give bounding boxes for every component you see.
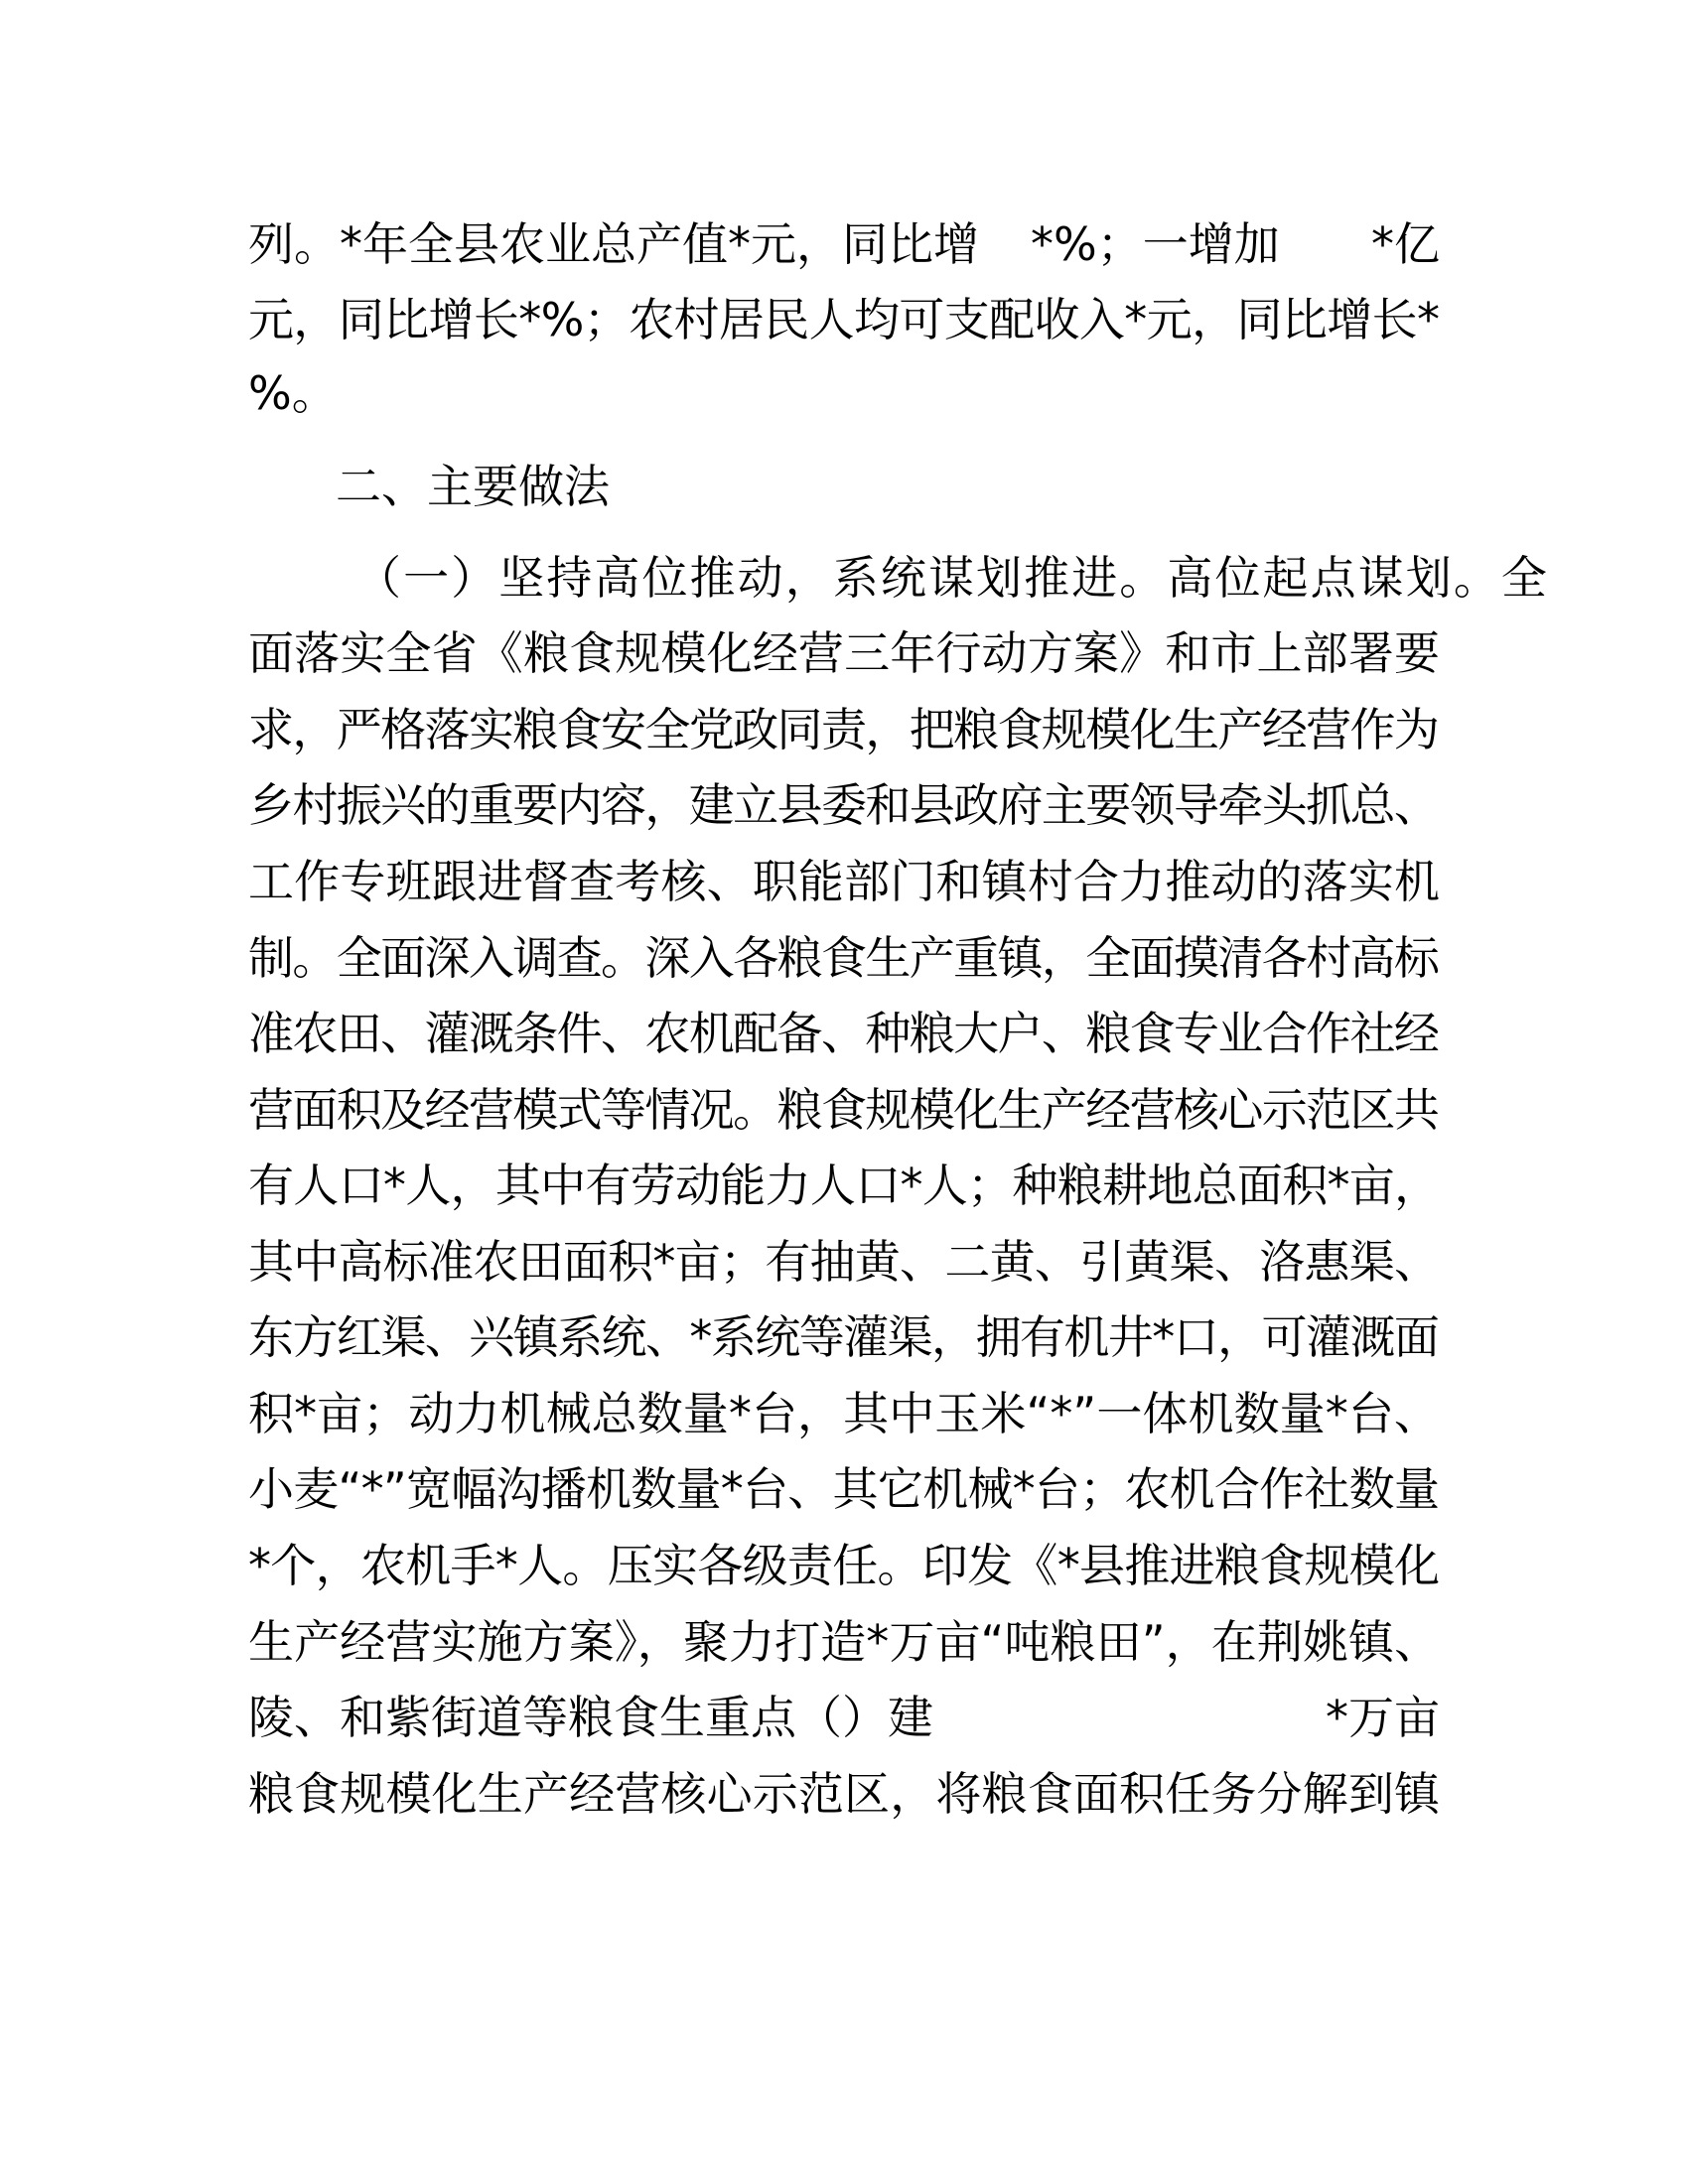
body-line: 乡村振兴的重要内容，建立县委和县政府主要领导牵头抓总、 xyxy=(248,778,1439,832)
body-line: 营面积及经营模式等情况。粮食规模化生产经营核心示范区共 xyxy=(248,1083,1439,1137)
body-line: 有人口*人，其中有劳动能力人口*人；种粮耕地总面积*亩， xyxy=(248,1159,1440,1212)
body-line: 元，同比增长*%；农村居民人均可支配收入*元，同比增长* xyxy=(248,293,1440,346)
body-line xyxy=(248,214,1440,274)
body-line: 积*亩；动力机械总数量*台，其中玉米“*”一体机数量*台、 xyxy=(248,1387,1440,1440)
body-line xyxy=(248,1688,1440,1747)
text-segment: *亿 xyxy=(1371,217,1440,271)
text-segment: 陵、和紫街道等粮食生重点（）建 xyxy=(248,1691,933,1744)
body-line: 粮食规模化生产经营核心示范区，将粮食面积任务分解到镇 xyxy=(248,1767,1441,1821)
body-line: 制。全面深入调查。深入各粮食生产重镇，全面摸清各村高标 xyxy=(248,931,1439,985)
body-line: 准农田、灌溉条件、农机配备、种粮大户、粮食专业合作社经 xyxy=(248,1007,1439,1060)
text-segment: *%；一增加 xyxy=(1031,217,1280,271)
body-line: 东方红渠、兴镇系统、*系统等灌渠，拥有机井*口，可灌溉面 xyxy=(248,1310,1439,1364)
body-line: %。 xyxy=(248,366,338,420)
text-segment: 列。*年全县农业总产值*元，同比增 xyxy=(248,217,979,271)
body-line: 求，严格落实粮食安全党政同责，把粮食规模化生产经营作为 xyxy=(248,703,1439,756)
paragraph-first-line: （一）坚持高位推动，系统谋划推进。高位起点谋划。全 xyxy=(355,551,1549,605)
body-line: 生产经营实施方案》，聚力打造*万亩“吨粮田”，在荆姚镇、 xyxy=(248,1615,1441,1669)
body-line: 小麦“*”宽幅沟播机数量*台、其它机械*台；农机合作社数量 xyxy=(248,1462,1440,1516)
body-line: *个，农机手*人。压实各级责任。印发《*县推进粮食规模化 xyxy=(248,1539,1440,1592)
body-line: 其中高标准农田面积*亩；有抽黄、二黄、引黄渠、洛惠渠、 xyxy=(248,1235,1440,1289)
text-segment: *万亩 xyxy=(1326,1691,1440,1744)
body-line: 面落实全省《粮食规模化经营三年行动方案》和市上部署要 xyxy=(248,626,1441,680)
section-heading: 二、主要做法 xyxy=(336,460,610,513)
body-line: 工作专班跟进督查考核、职能部门和镇村合力推动的落实机 xyxy=(248,855,1441,908)
